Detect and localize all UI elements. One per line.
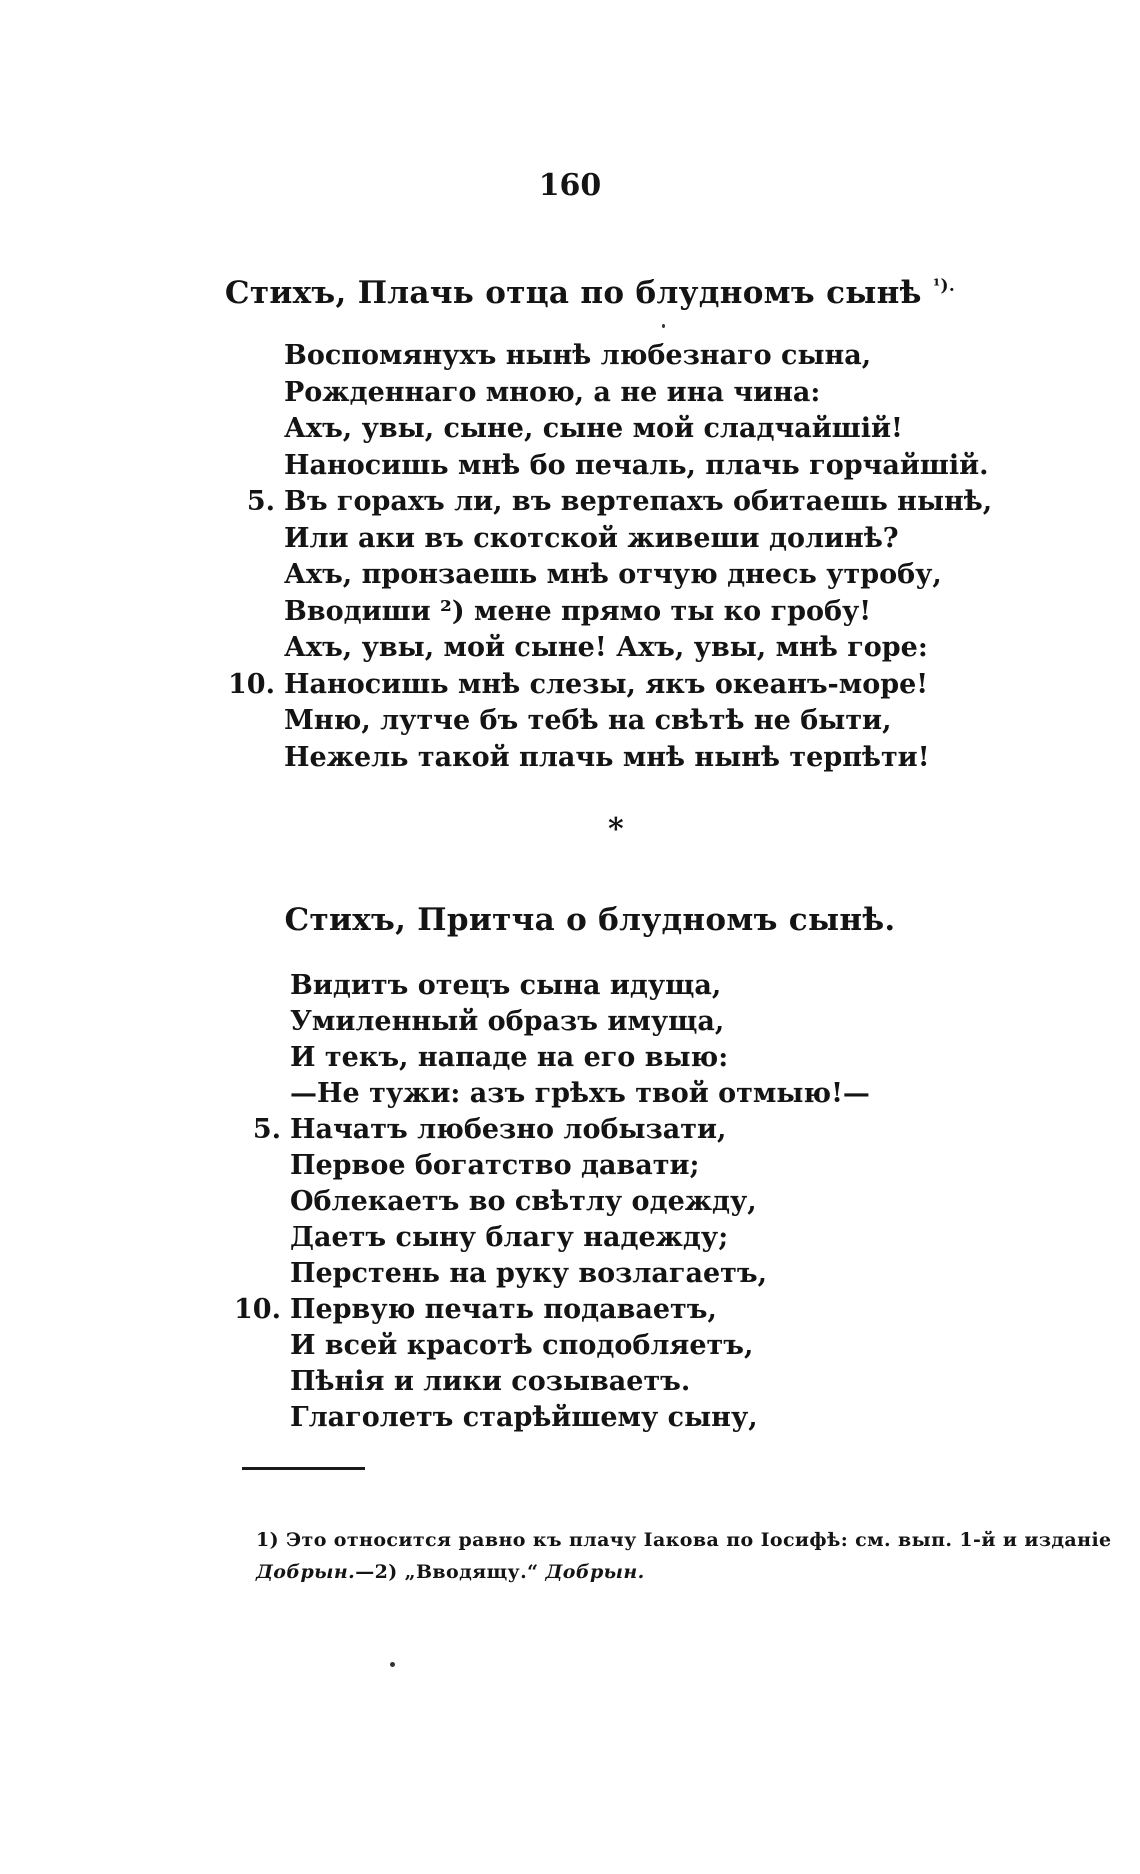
poem2-verse-line [290, 1076, 870, 1112]
poem2-verse-line [290, 1400, 870, 1436]
line-number: 5. [252, 1114, 281, 1145]
footnotes [256, 1524, 1112, 1588]
verse-text: Вводиши ²) мене прямо ты ко гробу! [284, 595, 872, 627]
poem2-verse-line [234, 1292, 870, 1328]
section-separator: * [608, 812, 624, 847]
footnote-source-b: Добрын. [545, 1561, 645, 1583]
poem2-verse-line [290, 1328, 870, 1364]
poem1-verse-line [284, 557, 992, 594]
poem1-verse-line [284, 703, 992, 740]
verse-text: Ахъ, увы, сыне, сыне мой сладчайшій! [284, 413, 903, 444]
verse-text: Первую печать подаваетъ, [290, 1294, 717, 1325]
verse-text: Наносишь мнѣ слезы, якъ океанъ-море! [284, 668, 929, 700]
poem1-verse-line [284, 338, 992, 375]
poem2-verse-line [290, 1004, 870, 1040]
footnote-rule [242, 1467, 365, 1470]
poem1-verse-line [284, 740, 992, 777]
verse-text: Первое богатство давати; [290, 1150, 700, 1181]
footnote-source-a: Добрын. [256, 1561, 356, 1583]
verse-text: Нежель такой плачь мнѣ нынѣ терпѣти! [284, 741, 930, 773]
line-number: 10. [234, 1294, 281, 1325]
footnote-ref-1: ¹). [932, 276, 956, 296]
verse-text: Начатъ любезно лобызати, [290, 1114, 727, 1145]
verse-text: Или аки въ скотской живеши долинѣ? [284, 522, 899, 554]
poem1-verse-line [284, 448, 992, 485]
verse-text: Пѣнія и лики созываетъ. [290, 1366, 691, 1397]
verse-text: Облекаетъ во свѣтлу одежду, [290, 1186, 757, 1217]
poem-title-parable: Стихъ, Притча о блудномъ сынѣ. [284, 902, 896, 938]
verse-text: И всей красотѣ сподобляетъ, [290, 1330, 754, 1361]
verse-text: Даетъ сыну благу надежду; [290, 1222, 729, 1253]
poem2-verse-line [290, 1040, 870, 1076]
verse-text: Ахъ, пронзаешь мнѣ отчую днесь утробу, [284, 559, 942, 590]
line-number: 10. [228, 668, 275, 700]
poem-lament-verses [228, 338, 993, 776]
poem1-verse-line [284, 375, 992, 412]
poem2-verse-line [290, 1256, 870, 1292]
verse-text: —Не тужи: азъ грѣхъ твой отмыю!— [290, 1078, 870, 1109]
poem-title-lament [20, 275, 1140, 311]
verse-text: Перстень на руку возлагаетъ, [290, 1258, 767, 1289]
print-speck [662, 324, 665, 328]
verse-text: Мню, лутче бъ тебѣ на свѣтѣ не быти, [284, 705, 892, 736]
poem2-verse-line [290, 1148, 870, 1184]
poem-parable-verses [234, 968, 870, 1436]
poem2-verse-line [290, 1220, 870, 1256]
footnote-line-1: 1) Это относится равно къ плачу Іакова по Іосифѣ: см. вып. 1-й и изданіе [256, 1529, 1112, 1551]
poem1-verse-line [284, 411, 992, 448]
poem2-verse-line [290, 1184, 870, 1220]
poem1-verse-line [228, 667, 992, 704]
verse-text: Наносишь мнѣ бо печаль, плачь горчайшій. [284, 449, 989, 481]
poem2-verse-line [290, 968, 870, 1004]
poem2-verse-line [252, 1112, 870, 1148]
footnote-line-2 [256, 1556, 1112, 1588]
verse-text: Въ горахъ ли, въ вертепахъ обитаешь нынѣ, [284, 486, 993, 517]
verse-text: Ахъ, увы, мой сыне! Ахъ, увы, мнѣ горе: [284, 632, 928, 663]
poem1-verse-line [284, 630, 992, 667]
poem1-verse-line [284, 594, 992, 631]
verse-text: И текъ, нападе на его выю: [290, 1042, 729, 1073]
poem1-verse-line [284, 521, 992, 558]
poem1-verse-line [246, 484, 993, 521]
verse-text: Глаголетъ старѣйшему сыну, [290, 1402, 758, 1433]
verse-text: Умиленный образъ имуща, [290, 1006, 725, 1037]
verse-text: Видитъ отецъ сына идуща, [290, 970, 722, 1001]
footnote-2: —2) „Вводящу.“ [355, 1561, 539, 1583]
poem2-verse-line [290, 1364, 870, 1400]
verse-text: Воспомянухъ нынѣ любезнаго сына, [284, 340, 872, 371]
print-speck [390, 1662, 395, 1667]
page-number: 160 [538, 168, 602, 203]
verse-text: Рожденнаго мною, а не ина чина: [284, 376, 821, 408]
poem-title-lament-text: Стихъ, Плачь отца по блудномъ сынѣ [224, 275, 922, 311]
line-number: 5. [246, 486, 275, 517]
